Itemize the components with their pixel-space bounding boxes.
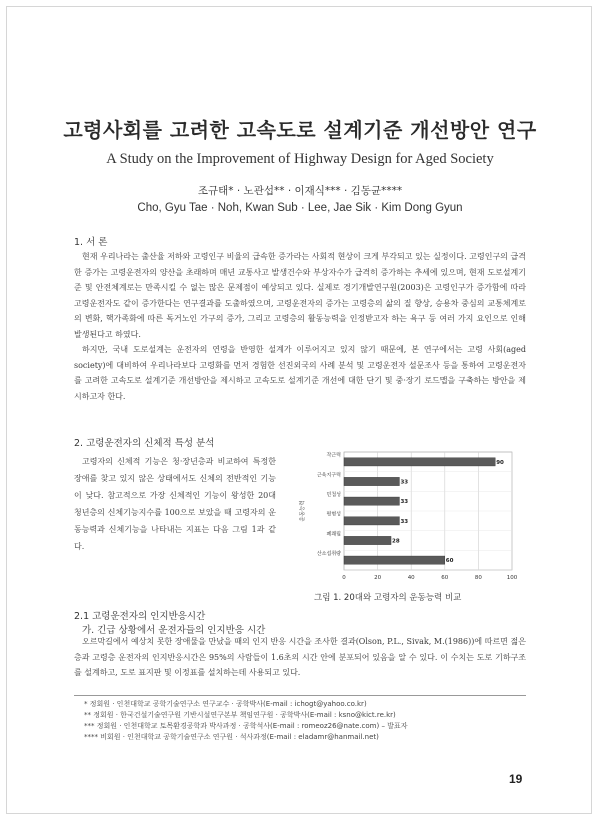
y-tick-label: 산소섭취량: [316, 551, 341, 558]
footnote-divider: [74, 695, 526, 696]
section-1-body: [74, 249, 526, 404]
bar: [344, 517, 399, 525]
x-tick-label: 60: [441, 575, 449, 581]
section-2-1-body: [74, 634, 526, 681]
section-2-1-paragraph: 오르막길에서 예상치 못한 장애물을 만났을 때의 인지 반응 시간을 조사한 결과(Olson, P.L., Sivak, M.(1986))에 따르면 젊은층과 고령층 운전자의 인지반응시간은 95%의 사람들이 1.6초의 시간 안에 분포되어 있음을 알 수 있다. 이 수치는 도로 기하구조를 설계하고, 도로 표지판 및 이정표를 설치하는데 사용되고 있다.: [74, 637, 526, 677]
bar-value-label: 60: [445, 558, 454, 565]
section-1-paragraph-2: 하지만, 국내 도로설계는 운전자의 연령을 반영한 설계가 이루어지고 있지 않기 때문에, 본 연구에서는 고령 사회(aged society)에 대비하여 우리나라보다 고령화를 먼저 경험한 선진외국의 사례 분석 및 고령운전자 설문조사 등을 통하여 고령운전자를 고려한 고속도로 설계기준 개선방안을 제시하고 고속도로 설계기준 개선에 대한 단기 및 중·장기 로드맵을 구축하는 방안을 제시하고자 한다.: [74, 345, 526, 401]
footnotes: [84, 699, 407, 743]
y-tick-label: 평형성: [326, 511, 341, 518]
x-tick-label: 100: [506, 575, 518, 581]
footnote-1: * 정회원 · 인천대학교 공학기술연구소 연구교수 · 공학박사(E-mail : ichogt@yahoo.co.kr): [84, 700, 367, 708]
x-tick-label: 20: [374, 575, 382, 581]
section-2-heading: 2. 고령운전자의 신체적 특성 분석: [74, 438, 215, 449]
authors-english: Cho, Gyu Tae · Noh, Kwan Sub · Lee, Jae Sik · Kim Dong Gyun: [137, 202, 463, 214]
bar-value-label: 33: [400, 499, 409, 506]
y-tick-label: 폐쾌립: [326, 531, 341, 538]
bar-value-label: 33: [400, 479, 409, 486]
paper-title-korean: 고령사회를 고려한 고속도로 설계기준 개선방안 연구: [63, 118, 537, 142]
y-tick-label: 근육지구력: [316, 472, 341, 479]
y-tick-label: 작근력: [326, 452, 341, 459]
page-number: 19: [509, 772, 523, 786]
section-1-heading: 1. 서 론: [74, 237, 108, 248]
authors-korean: 조규태* · 노관섭** · 이재식*** · 김동균****: [197, 185, 403, 197]
section-1-paragraph-1: 현재 우리나라는 출산율 저하와 고령인구 비율의 급속한 증가라는 사회적 현상이 크게 부각되고 있는 실정이다. 고령인구의 급격한 증가는 고령운전자의 양산을 초래하며 매년 교통사고 발생건수와 부상자수가 급격히 증가하는 추세에 있으며, 현재 도로설계기준 및 안전체계로는 만족시킬 수 없는 많은 문제점이 예상되고 있다. 실제로 경기개발연구원(2003)은 고령인구가 증가함에 따라 고령운전자도 같이 증가한다는 연구결과를 도출하였으며, 고령운전자의 증가는 고령층의 삶의 질 향상, 승용차 중심의 교통체계로의 변화, 핵가족화에 따른 독거노인 가구의 증가, 그리고 고령층의 활동능력을 인정받고자 하는 욕구 등 여러 가지 요인으로 인해 발생된다고 하였다.: [74, 252, 526, 339]
figure-1-caption: 그림 1. 20대와 고령자의 운동능력 비교: [314, 593, 462, 603]
y-tick-label: 민첩성: [326, 492, 341, 499]
section-2-paragraph: 고령자의 신체적 기능은 청·장년층과 비교하여 특정한 장애를 찾고 있지 않은 상태에서도 신체의 전반적인 기능이 낮다. 참고적으로 가장 신체적인 기능이 왕성한 20대 청년층의 신체기능지수를 100으로 보았을 때 고령자의 운동능력과 신체기능을 나타내는 지표는 다음 그림 1과 같다.: [74, 457, 276, 551]
figure-1-chart: [282, 444, 522, 592]
bar: [344, 458, 495, 466]
x-tick-label: 80: [474, 575, 482, 581]
section-2-1-heading: 2.1 고령운전자의 인지반응시간: [74, 611, 206, 622]
bar-value-label: 28: [392, 538, 400, 545]
paper-title-english: A Study on the Improvement of Highway Design for Aged Society: [106, 151, 494, 167]
y-axis-title: 운동능력: [300, 500, 306, 522]
bar-value-label: 90: [496, 459, 504, 466]
section-2-body: [74, 453, 276, 555]
bar: [344, 536, 391, 544]
footnote-4: **** 비회원 · 인천대학교 공학기술연구소 연구원 · 석사과정(E-mail : eladamr@hanmail.net): [84, 733, 379, 741]
section-2-1-subheading: 가. 긴급 상황에서 운전자들의 인지반응 시간: [82, 625, 266, 636]
bar: [344, 556, 445, 564]
bar: [344, 477, 399, 485]
x-tick-label: 0: [342, 575, 346, 581]
x-tick-label: 40: [407, 575, 415, 581]
bar-value-label: 33: [400, 518, 409, 525]
footnote-2: ** 정회원 · 한국건설기술연구원 기반시설연구본부 책임연구원 · 공학박사(E-mail : ksno@kict.re.kr): [84, 711, 396, 719]
footnote-3: *** 정회원 · 인천대학교 토목환경공학과 박사과정 · 공학석사(E-mail : romeoz26@nate.com) – 발표자: [84, 722, 408, 730]
bar: [344, 497, 399, 505]
